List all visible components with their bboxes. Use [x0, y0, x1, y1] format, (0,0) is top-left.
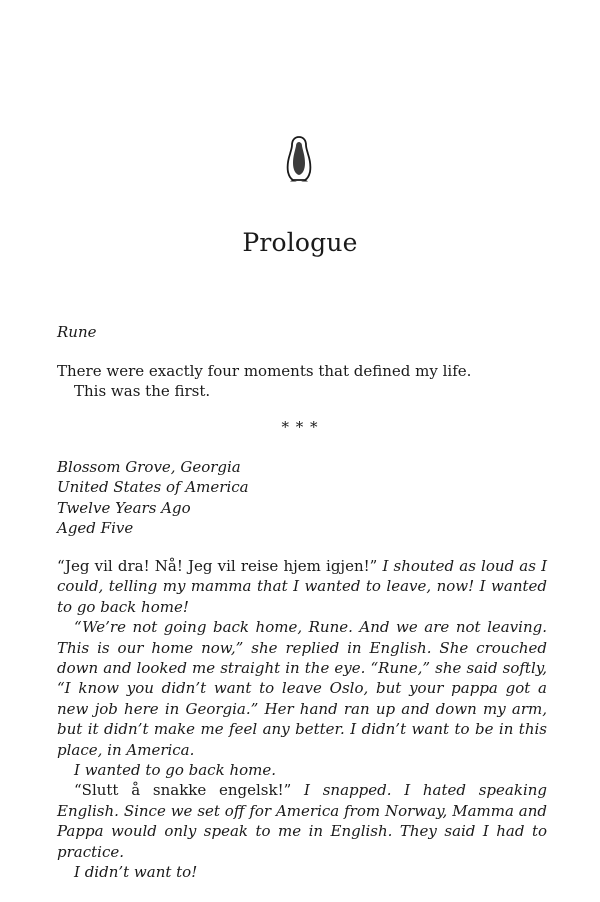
paragraph-4-narration: I snapped. I hated speaking English. Since we set off for America from Norway, Mamma and Pappa would only speak to me in English. They said I had to practice.	[57, 781, 548, 861]
setting-age: Aged Five	[57, 519, 134, 538]
setting-place: Blossom Grove, Georgia	[57, 458, 241, 476]
section-separator: * * *	[281, 418, 319, 436]
body-text	[57, 556, 547, 883]
paragraph-3: I wanted to go back home.	[74, 761, 277, 780]
penguin-icon	[286, 136, 312, 182]
paragraph-2: “We’re not going back home, Rune. And we are not leaving. This is our home now,” she replied in English. She crouched down and looked me straight in the eye. “Rune,” she said softly, “I know you didn’t want to leave Oslo, but your pappa got a new job here in Georgia.” Her hand ran up and down my arm, but it didn’t make me feel any better. I didn’t want to be in this place, in America.	[57, 618, 547, 759]
setting-block	[57, 457, 547, 539]
intro-line-2: This was the first.	[74, 382, 211, 401]
intro-block	[57, 361, 547, 402]
paragraph-5: I didn’t want to!	[74, 863, 198, 882]
paragraph-1	[57, 556, 547, 617]
paragraph-4	[57, 780, 547, 862]
paragraph-1-narration: I shouted as loud as I could, telling my mamma that I wanted to leave, now! I wanted to go back home!	[57, 557, 548, 616]
intro-line-1: There were exactly four moments that defined my life.	[57, 362, 472, 380]
paragraph-1-quote: “Jeg vil dra! Nå! Jeg vil reise hjem igjen!”	[57, 557, 378, 575]
paragraph-4-quote: “Slutt å snakke engelsk!”	[74, 781, 292, 800]
narrator-label: Rune	[57, 323, 97, 341]
setting-country: United States of America	[57, 478, 249, 497]
chapter-title: Prologue	[242, 228, 358, 257]
setting-time: Twelve Years Ago	[57, 498, 191, 517]
